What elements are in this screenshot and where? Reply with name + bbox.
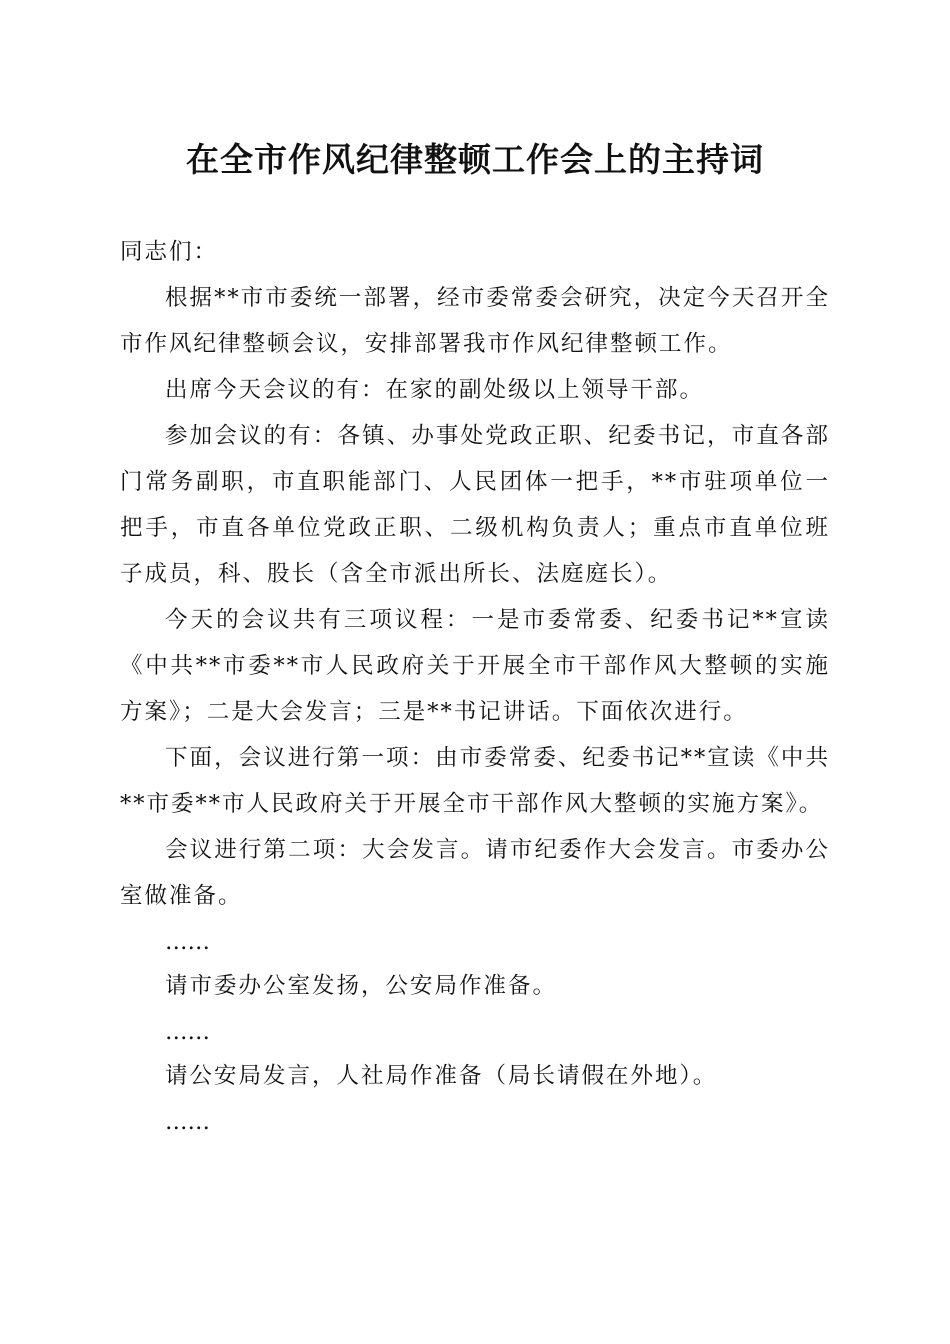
document-title: 在全市作风纪律整顿工作会上的主持词: [186, 140, 764, 179]
salutation: 同志们：: [120, 239, 219, 265]
paragraph-party-office: 请市委办公室发扬，公安局作准备。: [165, 973, 558, 999]
ellipsis-1: ……: [165, 929, 210, 955]
paragraph-attendees: 出席今天会议的有：在家的副处级以上领导干部。: [165, 377, 705, 403]
paragraph-item-two: 会议进行第二项：大会发言。请市纪委作大会发言。市委办公室做准备。: [120, 837, 830, 909]
paragraph-item-one: 下面，会议进行第一项：由市委常委、纪委书记**宣读《中共**市委**市人民政府关于开展全市干部作风大整顿的实施方案》。: [120, 745, 830, 817]
paragraph-participants: 参加会议的有：各镇、办事处党政正职、纪委书记，市直各部门常务副职，市直职能部门、人民团体一把手，**市驻项单位一把手，市直各单位党政正职、二级机构负责人；重点市直单位班子成员，科、股长（含全市派出所长、法庭庭长）。: [120, 423, 830, 587]
paragraph-agenda: 今天的会议共有三项议程：一是市委常委、纪委书记**宣读《中共**市委**市人民政府关于开展全市干部作风大整顿的实施方案》；二是大会发言；三是**书记讲话。下面依次进行。: [120, 607, 830, 725]
ellipsis-2: ……: [165, 1019, 210, 1045]
paragraph-public-security: 请公安局发言，人社局作准备（局长请假在外地）。: [165, 1063, 718, 1089]
document-body: [120, 229, 830, 1143]
paragraph-deployment: 根据**市市委统一部署，经市委常委会研究，决定今天召开全市作风纪律整顿会议，安排部署我市作风纪律整顿工作。: [120, 285, 830, 357]
ellipsis-3: ……: [165, 1109, 210, 1135]
